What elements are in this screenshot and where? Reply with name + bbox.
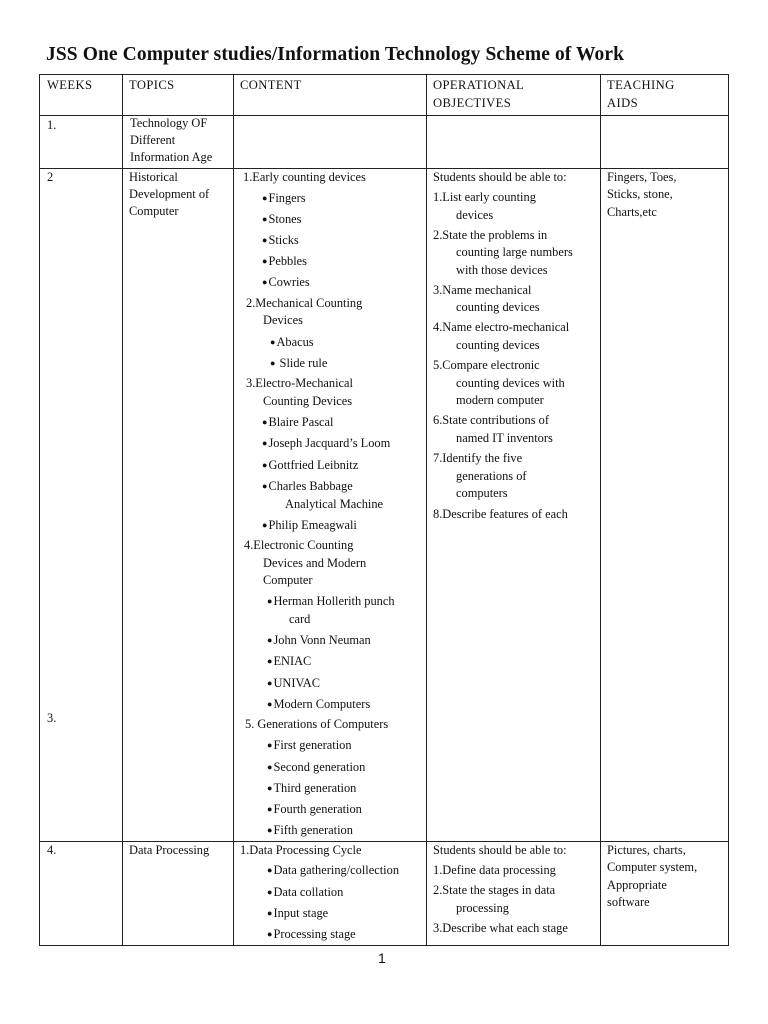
objective-item: 7.Identify the five — [433, 451, 523, 465]
table-col-divider — [426, 74, 427, 946]
list-item: ●Second generation — [267, 760, 366, 774]
header-content: CONTENT — [240, 78, 302, 92]
teaching-aids-cell: Sticks, stone, — [607, 187, 673, 201]
list-item-continued: Analytical Machine — [285, 497, 384, 511]
table-col-divider — [600, 74, 601, 946]
objective-item: with those devices — [456, 263, 548, 277]
week-cell: 3. — [47, 711, 57, 725]
content-heading: 1.Early counting devices — [243, 170, 366, 184]
header-objectives: OPERATIONAL — [433, 78, 525, 92]
objective-item: 1.Define data processing — [433, 863, 556, 877]
objective-item: 4.Name electro-mechanical — [433, 320, 570, 334]
table-border-right — [728, 74, 729, 946]
list-item: ●Fourth generation — [267, 802, 362, 816]
list-item: ●Sticks — [262, 233, 299, 247]
objective-item: 1.List early counting — [433, 190, 536, 204]
list-item: ●Data gathering/collection — [267, 863, 400, 877]
header-teaching-aids: TEACHING — [607, 78, 675, 92]
table-border-bottom — [39, 945, 729, 946]
content-heading: 2.Mechanical Counting — [246, 296, 363, 310]
objective-item: counting devices — [456, 300, 540, 314]
objective-item: 6.State contributions of — [433, 413, 549, 427]
objective-item: modern computer — [456, 393, 544, 407]
list-item: ●Joseph Jacquard’s Loom — [262, 436, 391, 450]
list-item: ●Third generation — [267, 781, 357, 795]
objectives-intro: Students should be able to: — [433, 170, 567, 184]
list-item: ●Herman Hollerith punch — [267, 594, 395, 608]
objective-item: counting devices with — [456, 376, 565, 390]
header-objectives: OBJECTIVES — [433, 96, 512, 110]
list-item: ●Blaire Pascal — [262, 415, 334, 429]
list-item-continued: card — [289, 612, 311, 626]
content-heading: 1.Data Processing Cycle — [240, 843, 362, 857]
week-cell: 2 — [47, 170, 54, 184]
content-heading: 3.Electro-Mechanical — [246, 376, 353, 390]
list-item: ●Fifth generation — [267, 823, 353, 837]
week-cell: 4. — [47, 843, 57, 857]
objectives-intro: Students should be able to: — [433, 843, 567, 857]
list-item: ●Stones — [262, 212, 302, 226]
list-item: ●Pebbles — [262, 254, 307, 268]
objective-item: 2.State the stages in data — [433, 883, 556, 897]
list-item: ●Charles Babbage — [262, 479, 353, 493]
objective-item: 5.Compare electronic — [433, 358, 540, 372]
teaching-aids-cell: software — [607, 895, 650, 909]
objective-item: counting devices — [456, 338, 540, 352]
topic-cell: Technology OF — [130, 116, 208, 130]
header-topics: TOPICS — [129, 78, 175, 92]
content-heading: 4.Electronic Counting — [244, 538, 354, 552]
objective-item: devices — [456, 208, 494, 222]
list-item: ●Processing stage — [267, 927, 356, 941]
objective-item: named IT inventors — [456, 431, 553, 445]
list-item: ● Slide rule — [270, 356, 328, 370]
objective-item: computers — [456, 486, 508, 500]
topic-cell: Development of — [129, 187, 210, 201]
page-number: 1 — [378, 950, 386, 966]
list-item: ●UNIVAC — [267, 676, 321, 690]
objective-item: 2.State the problems in — [433, 228, 548, 242]
header-teaching-aids: AIDS — [607, 96, 638, 110]
topic-cell: Computer — [129, 204, 179, 218]
header-weeks: WEEKS — [47, 78, 93, 92]
table-col-divider — [233, 74, 234, 946]
list-item: ●Cowries — [262, 275, 310, 289]
objective-item: generations of — [456, 469, 527, 483]
table-col-divider — [122, 74, 123, 946]
objective-item: 8.Describe features of each — [433, 507, 568, 521]
list-item: ●ENIAC — [267, 654, 312, 668]
topic-cell: Information Age — [130, 150, 213, 164]
objective-item: 3.Name mechanical — [433, 283, 532, 297]
teaching-aids-cell: Computer system, — [607, 860, 698, 874]
list-item: ●Input stage — [267, 906, 329, 920]
content-heading: Devices and Modern — [263, 556, 367, 570]
teaching-aids-cell: Pictures, charts, — [607, 843, 686, 857]
objective-item: processing — [456, 901, 509, 915]
topic-cell: Historical — [129, 170, 178, 184]
list-item: ●Abacus — [270, 335, 314, 349]
table-border-top — [39, 74, 729, 75]
topic-cell: Data Processing — [129, 843, 210, 857]
list-item: ●John Vonn Neuman — [267, 633, 371, 647]
list-item: ●Gottfried Leibnitz — [262, 458, 359, 472]
week-cell: 1. — [47, 118, 57, 132]
objective-item: 3.Describe what each stage — [433, 921, 568, 935]
content-heading: Computer — [263, 573, 313, 587]
content-heading: Counting Devices — [263, 394, 353, 408]
list-item: ●Data collation — [267, 885, 344, 899]
teaching-aids-cell: Charts,etc — [607, 205, 657, 219]
list-item: ●Fingers — [262, 191, 306, 205]
topic-cell: Different — [130, 133, 176, 147]
objective-item: counting large numbers — [456, 245, 573, 259]
content-heading: 5. Generations of Computers — [245, 717, 389, 731]
list-item: ●Philip Emeagwali — [262, 518, 357, 532]
list-item: ●First generation — [267, 738, 352, 752]
table-border-left — [39, 74, 40, 946]
teaching-aids-cell: Fingers, Toes, — [607, 170, 677, 184]
page-title: JSS One Computer studies/Information Technology Scheme of Work — [46, 44, 625, 65]
list-item: ●Modern Computers — [267, 697, 371, 711]
teaching-aids-cell: Appropriate — [607, 878, 667, 892]
content-heading: Devices — [263, 313, 303, 327]
